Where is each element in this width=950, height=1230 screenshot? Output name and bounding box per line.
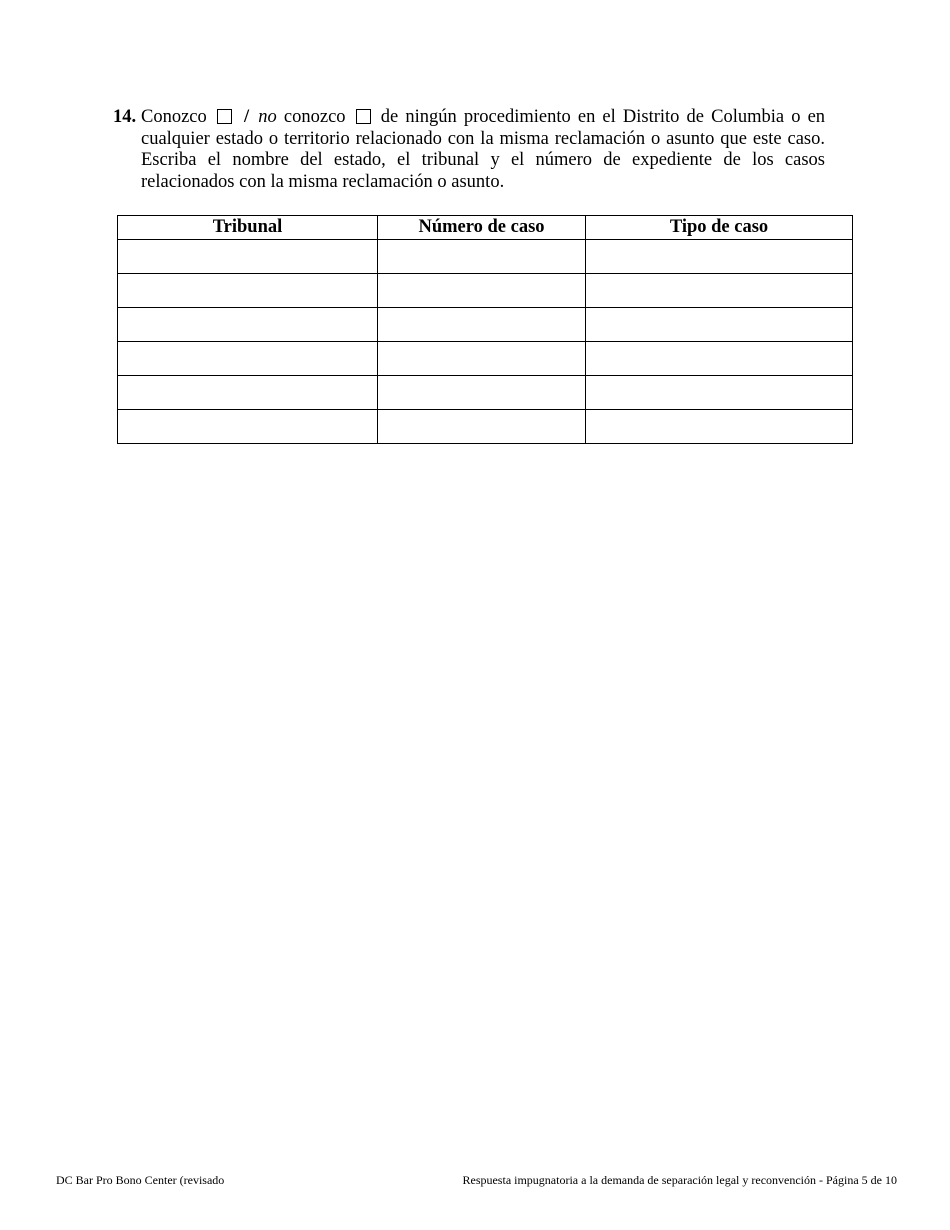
- table-row: [118, 376, 853, 410]
- header-case-number: Número de caso: [378, 216, 586, 240]
- cell-case-number[interactable]: [378, 240, 586, 274]
- cell-case-number[interactable]: [378, 342, 586, 376]
- table-row: [118, 410, 853, 444]
- cell-tribunal[interactable]: [118, 274, 378, 308]
- cell-case-number[interactable]: [378, 274, 586, 308]
- header-tribunal: Tribunal: [118, 216, 378, 240]
- know-checkbox[interactable]: [217, 109, 232, 124]
- cell-tribunal[interactable]: [118, 410, 378, 444]
- table-row: [118, 308, 853, 342]
- table-header-row: [118, 216, 853, 240]
- question-number: 14.: [113, 107, 137, 127]
- cell-tribunal[interactable]: [118, 240, 378, 274]
- footer-left: DC Bar Pro Bono Center (revisado: [56, 1173, 225, 1187]
- dont-know-label: conozco: [283, 107, 346, 127]
- question-14: [113, 107, 825, 193]
- cell-case-type[interactable]: [586, 308, 853, 342]
- cell-case-type[interactable]: [586, 410, 853, 444]
- cell-case-type[interactable]: [586, 376, 853, 410]
- dont-know-checkbox[interactable]: [356, 109, 371, 124]
- cell-case-number[interactable]: [378, 376, 586, 410]
- know-label: Conozco: [141, 107, 207, 127]
- cell-case-type[interactable]: [586, 240, 853, 274]
- cell-case-type[interactable]: [586, 342, 853, 376]
- no-word: no: [258, 107, 277, 127]
- cell-case-type[interactable]: [586, 274, 853, 308]
- cell-tribunal[interactable]: [118, 376, 378, 410]
- table-row: [118, 274, 853, 308]
- header-case-type: Tipo de caso: [586, 216, 853, 240]
- table-row: [118, 240, 853, 274]
- cell-case-number[interactable]: [378, 410, 586, 444]
- cell-tribunal[interactable]: [118, 308, 378, 342]
- footer-right: Respuesta impugnatoria a la demanda de separación legal y reconvención - Página 5 de 10: [462, 1173, 897, 1187]
- question-rest-text: de ningún procedimiento en el Distrito de Columbia o en cualquier estado o territorio relacionado con la misma reclamación o asunto que este caso. Escriba el nombre del estado, el tribunal y el número de expediente de los casos relacionados con la misma reclamación o asunto.: [141, 107, 826, 192]
- cell-case-number[interactable]: [378, 308, 586, 342]
- cell-tribunal[interactable]: [118, 342, 378, 376]
- slash-separator: /: [244, 107, 250, 127]
- table-row: [118, 342, 853, 376]
- related-cases-table: [117, 215, 853, 444]
- question-text: [141, 107, 825, 193]
